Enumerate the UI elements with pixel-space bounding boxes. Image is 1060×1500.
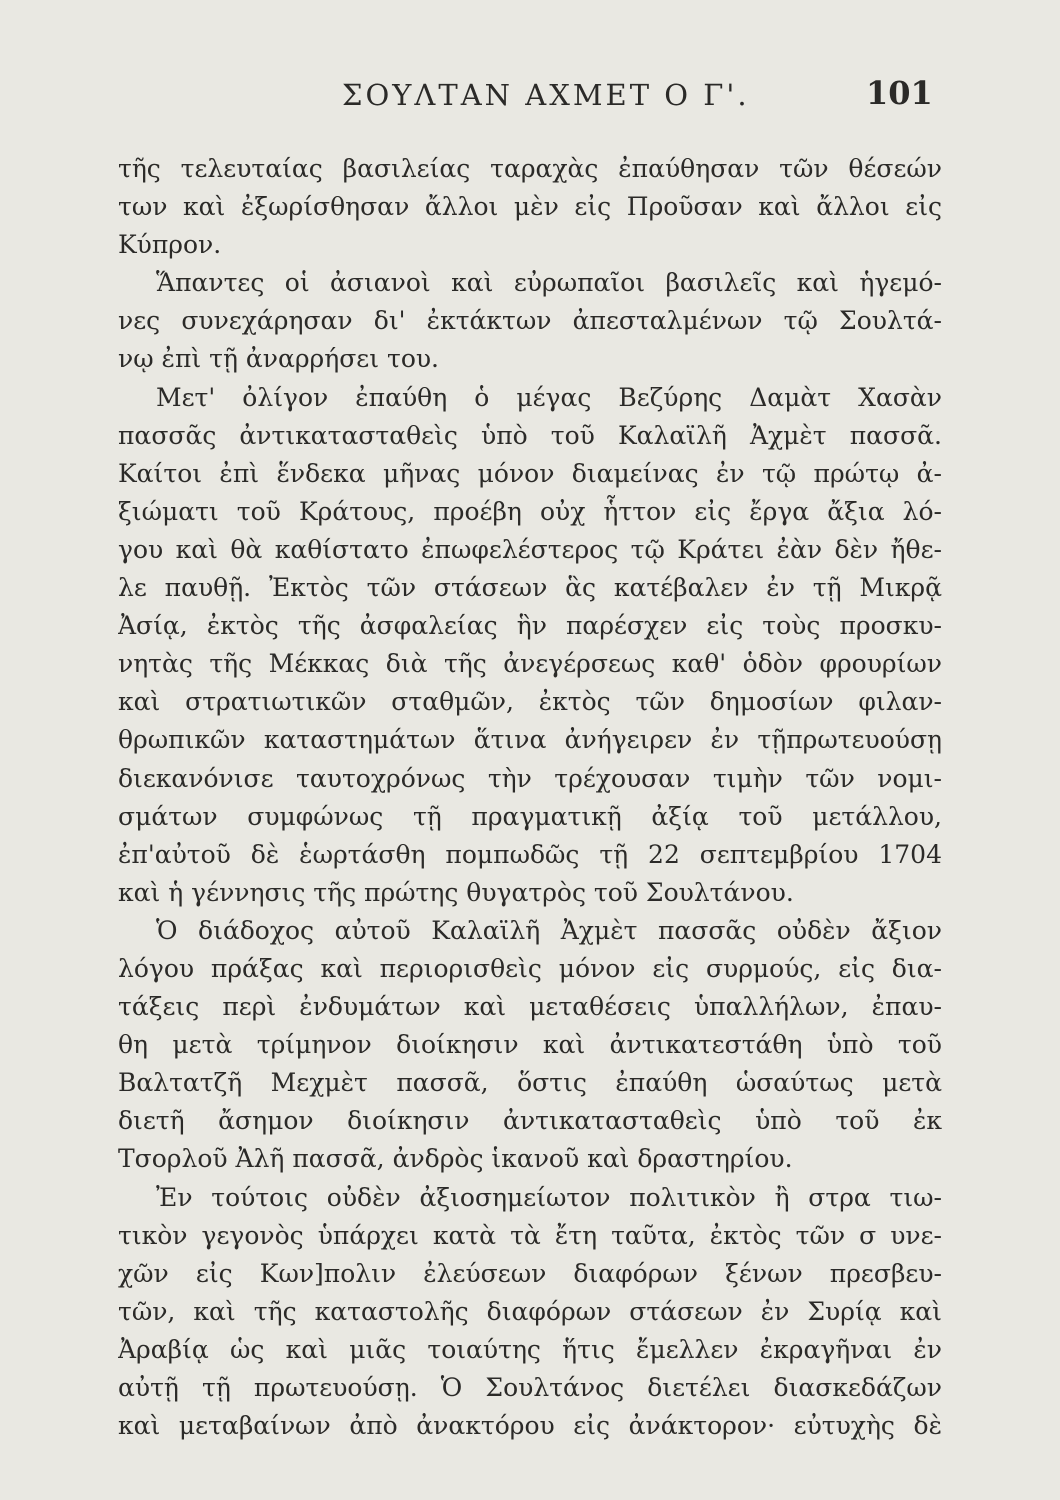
text-line: Ἅπαντες οἱ ἀσιανοὶ καὶ εὐρωπαῖοι βασιλεῖς καὶ ἡγεμό- (156, 268, 942, 298)
text-line: Ἐν τούτοις οὐδὲν ἀξιοσημείωτον πολιτικὸν ἢ στρα τιω- (156, 1182, 942, 1212)
text-line: ξιώματι τοῦ Κράτους, προέβη οὐχ ἧττον εἰς ἔργα ἄξια λό- (118, 496, 942, 526)
text-line: νητὰς τῆς Μέκκας διὰ τῆς ἀνεγέρσεως καθ' ὁδὸν φρουρίων (118, 649, 942, 679)
text-line: τῆς τελευταίας βασιλείας ταραχὰς ἐπαύθησαν τῶν θέσεών (118, 154, 942, 183)
text-line: καὶ μεταβαίνων ἀπὸ ἀνακτόρου εἰς ἀνάκτορον· εὐτυχὴς δὲ (118, 1411, 942, 1441)
text-line: θρωπικῶν καταστημάτων ἅτινα ἀνήγειρεν ἐν τῇπρωτευούσῃ (118, 725, 942, 755)
text-line: των καὶ ἐξωρίσθησαν ἄλλοι μὲν εἰς Προῦσαν καὶ ἄλλοι εἰς (118, 192, 942, 222)
text-line: διετῆ ἄσημον διοίκησιν ἀντικατασταθεὶς ὑπὸ τοῦ ἐκ (118, 1106, 942, 1136)
text-line: Τσορλοῦ Ἀλῆ πασσᾶ, ἀνδρὸς ἱκανοῦ καὶ δραστηρίου. (118, 1144, 793, 1174)
text-line: τικὸν γεγονὸς ὑπάρχει κατὰ τὰ ἔτη ταῦτα, ἐκτὸς τῶν σ υνε- (118, 1220, 942, 1250)
text-line: διεκανόνισε ταυτοχρόνως τὴν τρέχουσαν τιμὴν τῶν νομι- (118, 763, 942, 793)
text-line: σμάτων συμφώνως τῇ πραγματικῇ ἀξίᾳ τοῦ μετάλλου, (118, 801, 942, 831)
text-line: Καίτοι ἐπὶ ἕνδεκα μῆνας μόνον διαμείνας ἐν τῷ πρώτῳ ἀ- (118, 458, 942, 488)
running-title: ΣΟΥΛΤΑΝ ΑΧΜΕΤ Ο Γ'. (342, 78, 750, 112)
text-line: χῶν εἰς Κων]πολιν ἐλεύσεων διαφόρων ξένων πρεσβευ- (118, 1258, 942, 1288)
text-line: Ὁ διάδοχος αὐτοῦ Καλαϊλῆ Ἀχμὲτ πασσᾶς οὐδὲν ἄξιον (156, 915, 942, 945)
text-line: Ἀραβίᾳ ὡς καὶ μιᾶς τοιαύτης ἥτις ἔμελλεν ἐκραγῆναι ἐν (118, 1334, 942, 1364)
text-line: Βαλτατζῆ Μεχμὲτ πασσᾶ, ὅστις ἐπαύθη ὡσαύτως μετὰ (118, 1068, 942, 1098)
text-line: νῳ ἐπὶ τῇ ἀναρρήσει του. (118, 344, 440, 374)
text-line: ἐπ'αὐτοῦ δὲ ἑωρτάσθη πομπωδῶς τῇ 22 σεπτεμβρίου 1704 (118, 839, 942, 869)
text-line: καὶ στρατιωτικῶν σταθμῶν, ἐκτὸς τῶν δημοσίων φιλαν- (118, 687, 942, 717)
text-line: θη μετὰ τρίμηνον διοίκησιν καὶ ἀντικατεστάθη ὑπὸ τοῦ (118, 1030, 942, 1060)
text-line: νες συνεχάρησαν δι' ἐκτάκτων ἀπεσταλμένων τῷ Σουλτά- (118, 306, 942, 336)
text-line: γου καὶ θὰ καθίστατο ἐπωφελέστερος τῷ Κράτει ἐὰν δὲν ἤθε- (118, 534, 942, 564)
body-text (118, 150, 942, 1445)
text-line: Κύπρον. (118, 230, 222, 260)
text-line: Ἀσίᾳ, ἐκτὸς τῆς ἀσφαλείας ἣν παρέσχεν εἰς τοὺς προσκυ- (118, 611, 942, 641)
text-line: λόγου πράξας καὶ περιορισθεὶς μόνον εἰς συρμούς, εἰς δια- (118, 953, 942, 983)
text-line: αὐτῇ τῇ πρωτευούσῃ. Ὁ Σουλτάνος διετέλει διασκεδάζων (118, 1373, 942, 1402)
page-number: 101 (866, 74, 933, 112)
text-line: τάξεις περὶ ἐνδυμάτων καὶ μεταθέσεις ὑπαλλήλων, ἐπαυ- (118, 992, 942, 1022)
text-line: Μετ' ὀλίγον ἐπαύθη ὁ μέγας Βεζύρης Δαμὰτ Χασὰν (156, 382, 942, 412)
page-header (0, 70, 1060, 120)
text-line: πασσᾶς ἀντικατασταθεὶς ὑπὸ τοῦ Καλαϊλῆ Ἀχμὲτ πασσᾶ. (118, 420, 942, 450)
text-line: λε παυθῇ. Ἐκτὸς τῶν στάσεων ἃς κατέβαλεν ἐν τῇ Μικρᾷ (118, 573, 942, 603)
text-line: τῶν, καὶ τῆς καταστολῆς διαφόρων στάσεων ἐν Συρίᾳ καὶ (118, 1296, 942, 1326)
text-line: καὶ ἡ γέννησις τῆς πρώτης θυγατρὸς τοῦ Σουλτάνου. (118, 877, 794, 907)
